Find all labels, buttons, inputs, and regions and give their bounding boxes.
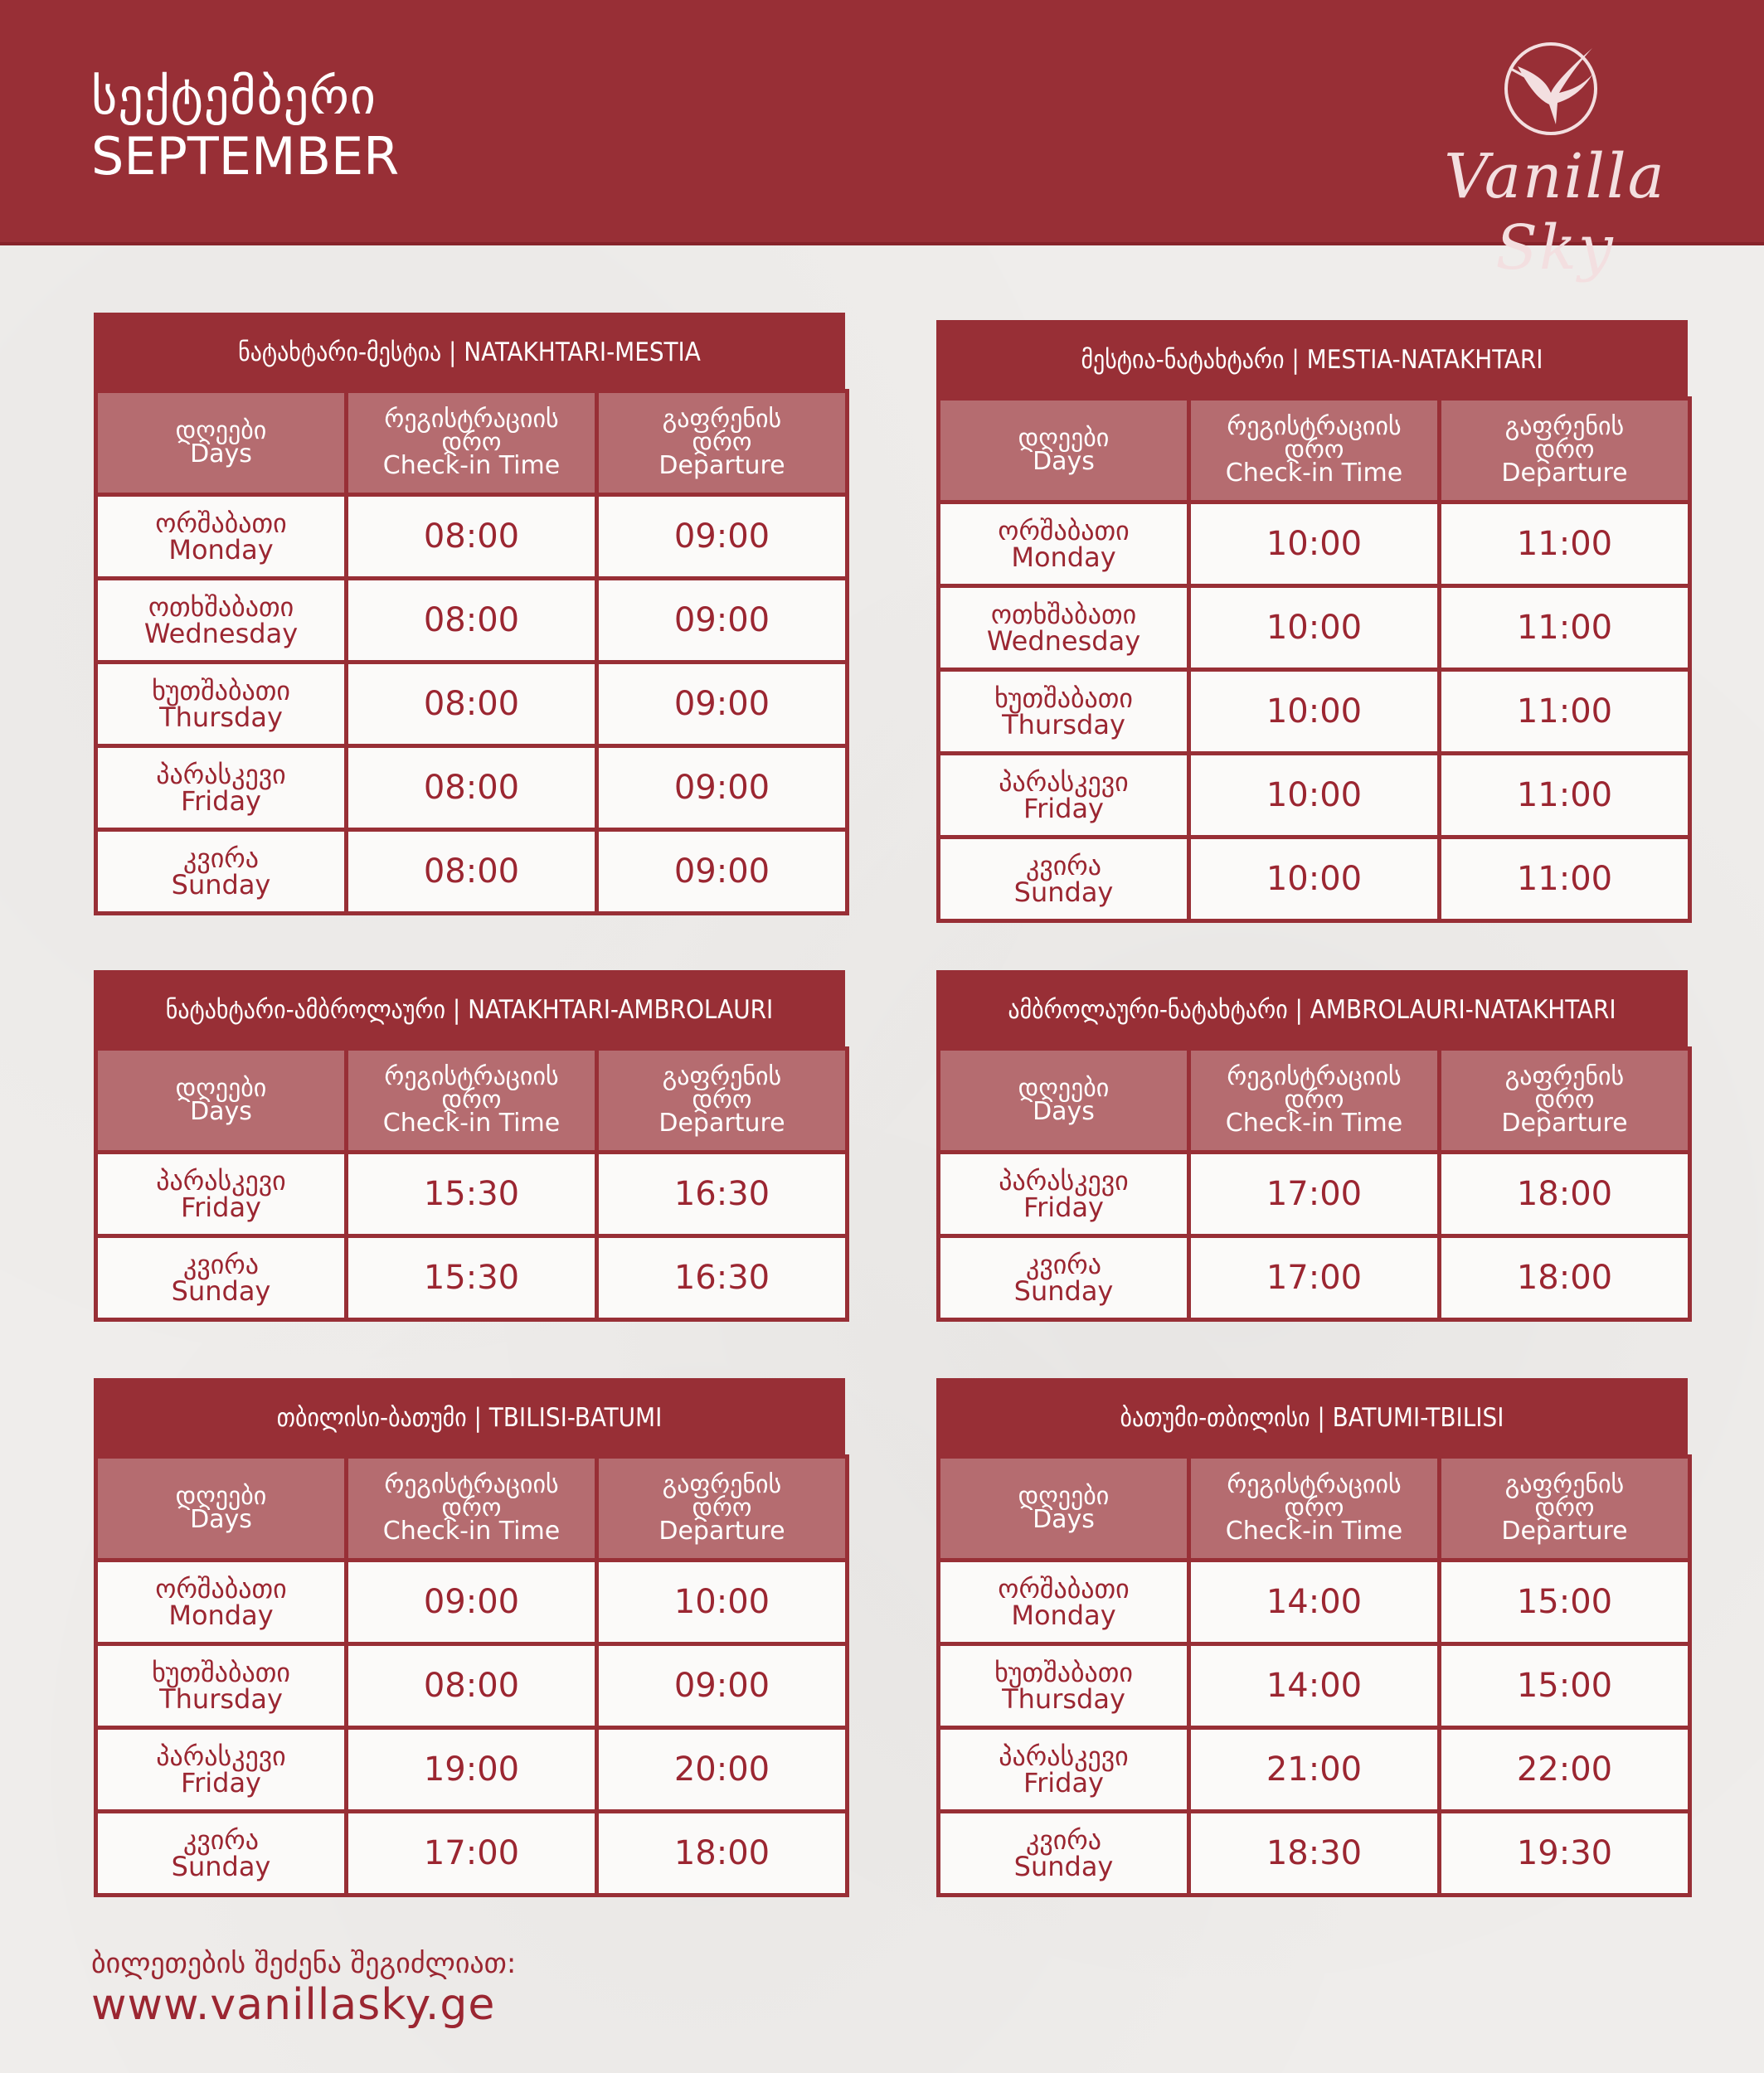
schedule-title: თბილისი-ბათუმი | TBILISI-BATUMI: [94, 1378, 845, 1454]
departure-cell: 10:00: [597, 1561, 848, 1644]
day-cell: პარასკევი Friday: [96, 1728, 347, 1812]
schedule-title: ამბროლაური-ნატახტარი | AMBROLAURI-NATAKHTARI: [936, 970, 1688, 1046]
departure-cell: 18:00: [1440, 1153, 1690, 1236]
departure-cell: 22:00: [1440, 1728, 1690, 1812]
checkin-header: რეგისტრაციის დრო Check-in Time: [347, 391, 597, 495]
brand-logo[interactable]: [1393, 41, 1717, 284]
departure-cell: 09:00: [597, 663, 848, 746]
departure-cell: 20:00: [597, 1728, 848, 1812]
table-header-row: [939, 1049, 1690, 1153]
website-link[interactable]: www.vanillasky.ge: [91, 1980, 496, 2030]
checkin-cell: 15:30: [347, 1236, 597, 1320]
checkin-cell: 14:00: [1189, 1644, 1440, 1728]
day-cell: კვირა Sunday: [939, 1812, 1189, 1896]
day-cell: ორშაბათი Monday: [96, 1561, 347, 1644]
day-cell: ხუთშაბათი Thursday: [939, 670, 1189, 754]
day-cell: ორშაბათი Monday: [96, 495, 347, 579]
schedule-title: ნატახტარი-მესტია | NATAKHTARI-MESTIA: [94, 313, 845, 389]
departure-cell: 16:30: [597, 1153, 848, 1236]
checkin-cell: 08:00: [347, 746, 597, 830]
days-header: დღეები Days: [96, 1049, 347, 1153]
departure-header: გაფრენის დრო Departure: [1440, 1457, 1690, 1561]
table-row: [939, 586, 1690, 670]
table-row: [96, 1561, 848, 1644]
table-header-row: [96, 391, 848, 495]
departure-header: გაფრენის დრო Departure: [1440, 1049, 1690, 1153]
day-cell: პარასკევი Friday: [939, 1153, 1189, 1236]
table-header-row: [939, 399, 1690, 502]
table-row: [96, 1812, 848, 1896]
days-header: დღეები Days: [939, 399, 1189, 502]
table-row: [96, 579, 848, 663]
table-row: [939, 502, 1690, 586]
checkin-cell: 17:00: [347, 1812, 597, 1896]
departure-cell: 11:00: [1440, 837, 1690, 921]
departure-cell: 09:00: [597, 830, 848, 914]
day-cell: კვირა Sunday: [939, 837, 1189, 921]
checkin-cell: 21:00: [1189, 1728, 1440, 1812]
departure-cell: 18:00: [1440, 1236, 1690, 1320]
departure-cell: 11:00: [1440, 586, 1690, 670]
checkin-cell: 15:30: [347, 1153, 597, 1236]
schedule-ambrolauri-natakhtari: [936, 970, 1688, 1322]
days-header: დღეები Days: [939, 1457, 1189, 1561]
checkin-cell: 09:00: [347, 1561, 597, 1644]
schedule-natakhtari-mestia: [94, 313, 845, 915]
table-row: [939, 1153, 1690, 1236]
departure-cell: 09:00: [597, 746, 848, 830]
checkin-header: რეგისტრაციის დრო Check-in Time: [1189, 1049, 1440, 1153]
departure-cell: 15:00: [1440, 1561, 1690, 1644]
day-cell: ხუთშაბათი Thursday: [96, 1644, 347, 1728]
table-header-row: [96, 1457, 848, 1561]
schedule-tbilisi-batumi: [94, 1378, 845, 1897]
table-row: [96, 663, 848, 746]
schedule-table: [94, 1454, 849, 1897]
departure-cell: 11:00: [1440, 754, 1690, 837]
table-row: [96, 746, 848, 830]
checkin-cell: 08:00: [347, 495, 597, 579]
day-cell: ორშაბათი Monday: [939, 502, 1189, 586]
day-cell: ოთხშაბათი Wednesday: [96, 579, 347, 663]
brand-name: Vanilla Sky: [1444, 141, 1666, 284]
departure-cell: 09:00: [597, 1644, 848, 1728]
schedule-table: [94, 1046, 849, 1322]
days-header: დღეები Days: [96, 391, 347, 495]
departure-cell: 18:00: [597, 1812, 848, 1896]
day-cell: კვირა Sunday: [96, 1236, 347, 1320]
departure-cell: 11:00: [1440, 670, 1690, 754]
checkin-cell: 17:00: [1189, 1153, 1440, 1236]
table-row: [939, 754, 1690, 837]
checkin-cell: 19:00: [347, 1728, 597, 1812]
days-header: დღეები Days: [96, 1457, 347, 1561]
departure-header: გაფრენის დრო Departure: [597, 391, 848, 495]
table-row: [939, 1728, 1690, 1812]
departure-cell: 19:30: [1440, 1812, 1690, 1896]
day-cell: ხუთშაბათი Thursday: [939, 1644, 1189, 1728]
schedule-batumi-tbilisi: [936, 1378, 1688, 1897]
table-row: [939, 1561, 1690, 1644]
day-cell: კვირა Sunday: [939, 1236, 1189, 1320]
table-row: [96, 1236, 848, 1320]
header-band: [0, 0, 1764, 284]
checkin-cell: 10:00: [1189, 502, 1440, 586]
day-cell: კვირა Sunday: [96, 1812, 347, 1896]
footer-purchase-label: ბილეთების შეძენა შეგიძლიათ:: [91, 1947, 517, 1980]
departure-header: გაფრენის დრო Departure: [597, 1457, 848, 1561]
day-cell: ოთხშაბათი Wednesday: [939, 586, 1189, 670]
departure-cell: 11:00: [1440, 502, 1690, 586]
departure-header: გაფრენის დრო Departure: [1440, 399, 1690, 502]
table-header-row: [939, 1457, 1690, 1561]
schedule-mestia-natakhtari: [936, 320, 1688, 923]
day-cell: პარასკევი Friday: [96, 1153, 347, 1236]
schedule-title: ბათუმი-თბილისი | BATUMI-TBILISI: [936, 1378, 1688, 1454]
checkin-header: რეგისტრაციის დრო Check-in Time: [1189, 399, 1440, 502]
schedule-title: მესტია-ნატახტარი | MESTIA-NATAKHTARI: [936, 320, 1688, 396]
day-cell: ორშაბათი Monday: [939, 1561, 1189, 1644]
checkin-header: რეგისტრაციის დრო Check-in Time: [347, 1457, 597, 1561]
table-row: [939, 837, 1690, 921]
checkin-cell: 08:00: [347, 830, 597, 914]
day-cell: პარასკევი Friday: [939, 1728, 1189, 1812]
checkin-cell: 14:00: [1189, 1561, 1440, 1644]
day-cell: კვირა Sunday: [96, 830, 347, 914]
table-row: [96, 495, 848, 579]
schedule-table: [936, 396, 1692, 923]
checkin-header: რეგისტრაციის დრო Check-in Time: [347, 1049, 597, 1153]
checkin-cell: 18:30: [1189, 1812, 1440, 1896]
checkin-cell: 10:00: [1189, 754, 1440, 837]
checkin-cell: 08:00: [347, 1644, 597, 1728]
table-row: [939, 1812, 1690, 1896]
day-cell: პარასკევი Friday: [939, 754, 1189, 837]
table-header-row: [96, 1049, 848, 1153]
schedule-title: ნატახტარი-ამბროლაური | NATAKHTARI-AMBROLAURI: [94, 970, 845, 1046]
checkin-cell: 10:00: [1189, 837, 1440, 921]
departure-cell: 16:30: [597, 1236, 848, 1320]
table-row: [96, 1644, 848, 1728]
schedule-table: [94, 389, 849, 915]
checkin-cell: 08:00: [347, 663, 597, 746]
departure-cell: 09:00: [597, 579, 848, 663]
checkin-cell: 08:00: [347, 579, 597, 663]
table-row: [96, 1728, 848, 1812]
table-row: [96, 830, 848, 914]
checkin-header: რეგისტრაციის დრო Check-in Time: [1189, 1457, 1440, 1561]
departure-cell: 09:00: [597, 495, 848, 579]
checkin-cell: 10:00: [1189, 586, 1440, 670]
departure-cell: 15:00: [1440, 1644, 1690, 1728]
day-cell: ხუთშაბათი Thursday: [96, 663, 347, 746]
day-cell: პარასკევი Friday: [96, 746, 347, 830]
schedule-natakhtari-ambrolauri: [94, 970, 845, 1322]
table-row: [939, 1236, 1690, 1320]
hummingbird-icon: [1393, 41, 1717, 141]
checkin-cell: 17:00: [1189, 1236, 1440, 1320]
schedule-table: [936, 1454, 1692, 1897]
month-title-georgian: სექტემბერი: [91, 68, 377, 126]
schedule-table: [936, 1046, 1692, 1322]
table-row: [96, 1153, 848, 1236]
departure-header: გაფრენის დრო Departure: [597, 1049, 848, 1153]
table-row: [939, 670, 1690, 754]
month-title-english: SEPTEMBER: [91, 126, 400, 187]
checkin-cell: 10:00: [1189, 670, 1440, 754]
days-header: დღეები Days: [939, 1049, 1189, 1153]
table-row: [939, 1644, 1690, 1728]
